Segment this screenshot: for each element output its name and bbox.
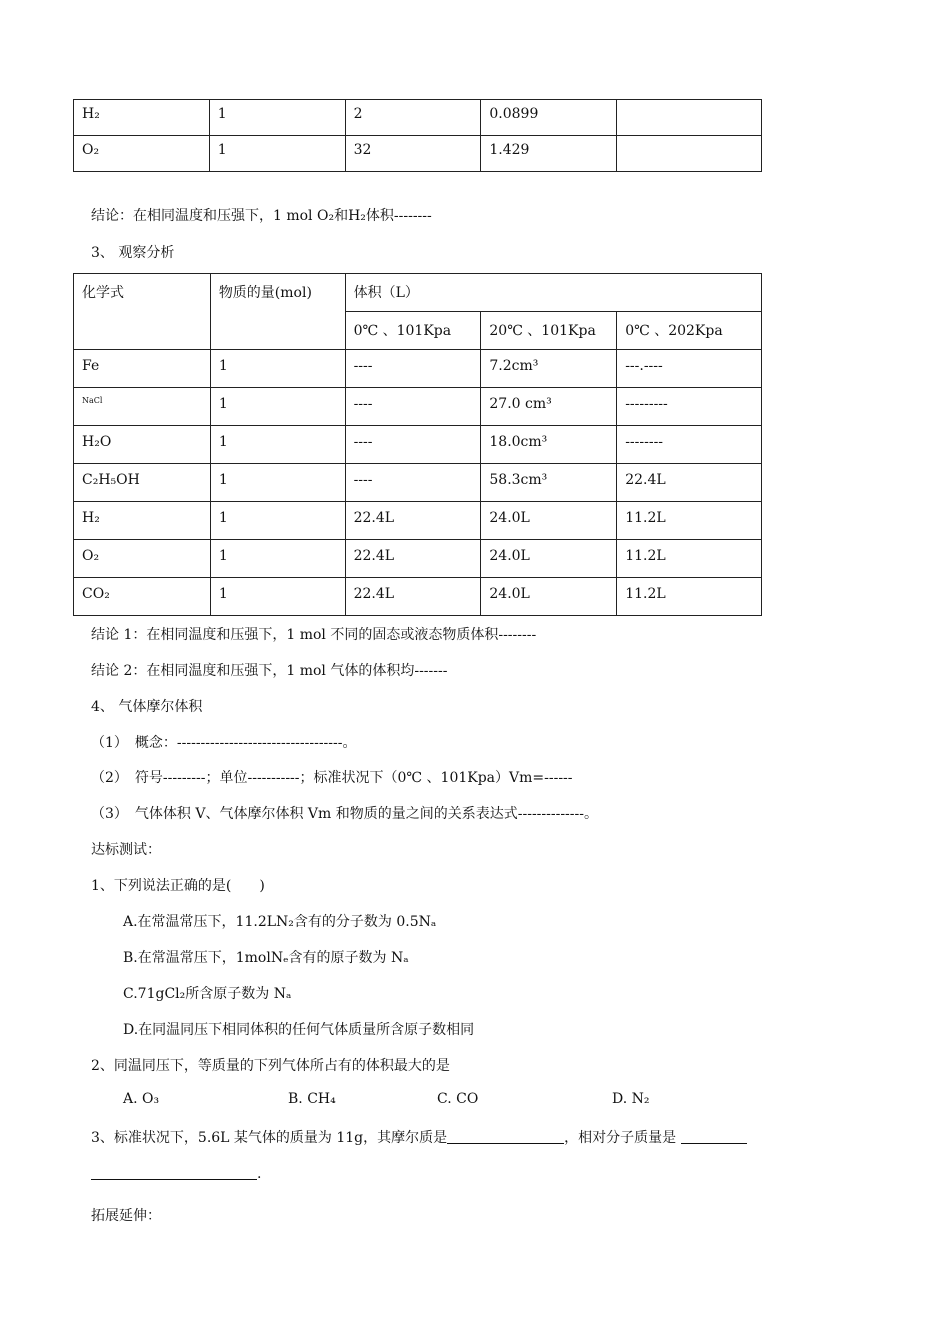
table-cell: 1 — [210, 350, 345, 388]
table-cell: CO₂ — [74, 578, 211, 616]
table-cell: ---.---- — [617, 350, 762, 388]
table-cell: 0.0899 — [481, 100, 617, 136]
table-row — [74, 136, 762, 172]
table-cell: O₂ — [74, 540, 211, 578]
table-row — [74, 502, 762, 540]
table-cell: --------- — [617, 388, 762, 426]
option-c: C.71gCl₂所含原子数为 Nₐ — [123, 986, 292, 1002]
table-cell: 22.4L — [345, 502, 481, 540]
table-cell: 1 — [210, 464, 345, 502]
header-volume: 体积（L） — [345, 274, 761, 312]
table-cell: -------- — [617, 426, 762, 464]
table-cell: 1 — [210, 388, 345, 426]
section-heading: 拓展延伸： — [91, 1208, 161, 1224]
period: . — [257, 1166, 262, 1182]
table-cell: ---- — [345, 388, 481, 426]
option-c: C. CO — [437, 1091, 479, 1107]
table-cell: Fe — [74, 350, 211, 388]
table-cell: C₂H₅OH — [74, 464, 211, 502]
table-row — [74, 350, 762, 388]
table-row — [74, 464, 762, 502]
table-row — [74, 388, 762, 426]
question-3-text: 3、标准状况下，5.6L 某气体的质量为 11g，其摩尔质是 — [91, 1130, 448, 1146]
table-cell: 32 — [345, 136, 481, 172]
table-cell: H₂O — [74, 426, 211, 464]
conclusion-text: 结论：在相同温度和压强下，1 mol O₂和H₂体积-------- — [91, 208, 432, 224]
table-cell: 1 — [210, 502, 345, 540]
table-cell: ---- — [345, 350, 481, 388]
table-row — [74, 426, 762, 464]
table-cell: 1 — [210, 578, 345, 616]
table-row — [74, 578, 762, 616]
section-heading: 4、 气体摩尔体积 — [91, 699, 203, 715]
table-cell: 1 — [210, 426, 345, 464]
table-cell: 11.2L — [617, 578, 762, 616]
table-cell: O₂ — [74, 136, 210, 172]
header-condition: 20℃ 、101Kpa — [481, 312, 617, 350]
table-cell: 11.2L — [617, 540, 762, 578]
table-row — [74, 540, 762, 578]
list-item: （3） 气体体积 V、气体摩尔体积 Vm 和物质的量之间的关系表达式--------------。 — [91, 806, 598, 822]
table-cell: 18.0cm³ — [481, 426, 617, 464]
option-d: D. N₂ — [612, 1091, 650, 1107]
table-cell: 24.0L — [481, 578, 617, 616]
table-cell: 27.0 cm³ — [481, 388, 617, 426]
table-cell: 7.2cm³ — [481, 350, 617, 388]
header-condition: 0℃ 、202Kpa — [617, 312, 762, 350]
table-cell: 58.3cm³ — [481, 464, 617, 502]
list-item: （2） 符号---------；单位-----------；标准状况下（0℃ 、101Kpa）Vm=------ — [91, 770, 573, 786]
list-item: （1） 概念：-----------------------------------。 — [91, 735, 357, 751]
answer-blank-molar-mass[interactable] — [447, 1129, 564, 1144]
section-heading: 达标测试： — [91, 842, 161, 858]
table-cell: ---- — [345, 464, 481, 502]
question-3 — [91, 1127, 747, 1147]
option-b: B.在常温常压下，1molNₑ含有的原子数为 Nₐ — [123, 950, 409, 966]
option-a: A.在常温常压下，11.2LN₂含有的分子数为 0.5Nₐ — [123, 914, 437, 930]
option-b: B. CH₄ — [288, 1091, 336, 1107]
gas-density-table — [73, 99, 762, 172]
table-header-row — [74, 274, 762, 312]
option-a: A. O₃ — [123, 1091, 160, 1107]
table-cell: 22.4L — [345, 540, 481, 578]
table-cell: 1 — [209, 100, 345, 136]
table-cell: H₂ — [74, 100, 210, 136]
answer-blank-relative-mass-cont[interactable] — [91, 1165, 257, 1180]
conclusion-text: 结论 1：在相同温度和压强下，1 mol 不同的固态或液态物质体积-------- — [91, 627, 537, 643]
section-heading: 3、 观察分析 — [91, 245, 175, 261]
table-cell: NaCl — [74, 388, 211, 426]
conclusion-text: 结论 2：在相同温度和压强下，1 mol 气体的体积均------- — [91, 663, 448, 679]
table-cell: 1.429 — [481, 136, 617, 172]
table-cell: 24.0L — [481, 502, 617, 540]
table-row — [74, 100, 762, 136]
question-2: 2、同温同压下，等质量的下列气体所占有的体积最大的是 — [91, 1058, 450, 1074]
table-cell: ---- — [345, 426, 481, 464]
table-cell: 11.2L — [617, 502, 762, 540]
option-d: D.在同温同压下相同体积的任何气体质量所含原子数相同 — [123, 1022, 475, 1038]
table-cell: 2 — [345, 100, 481, 136]
table-cell: H₂ — [74, 502, 211, 540]
table-cell: 22.4L — [345, 578, 481, 616]
table-cell: 24.0L — [481, 540, 617, 578]
table-cell — [617, 136, 762, 172]
table-cell — [617, 100, 762, 136]
header-condition: 0℃ 、101Kpa — [345, 312, 481, 350]
table-cell: 1 — [209, 136, 345, 172]
question-3-continuation — [91, 1165, 261, 1182]
header-amount: 物质的量(mol) — [210, 274, 345, 350]
table-cell: 22.4L — [617, 464, 762, 502]
header-formula: 化学式 — [74, 274, 211, 350]
observation-table — [73, 273, 762, 616]
answer-blank-relative-mass[interactable] — [681, 1129, 747, 1144]
table-cell: 1 — [210, 540, 345, 578]
question-3-text: ，相对分子质量是 — [564, 1130, 677, 1146]
question-1: 1、下列说法正确的是( ) — [91, 878, 265, 894]
